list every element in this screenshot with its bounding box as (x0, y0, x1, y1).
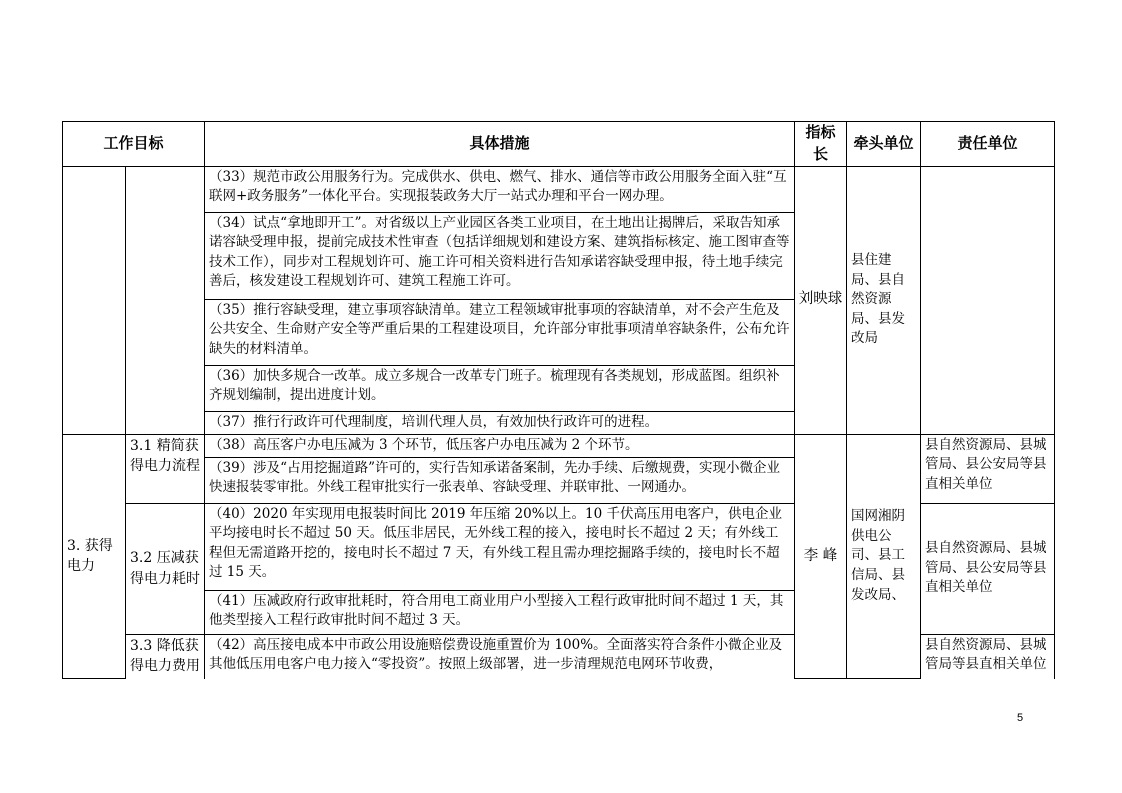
indicator-leader-cell: 李 峰 (795, 434, 847, 679)
measure-item-33: （33）规范市政公用服务行为。完成供水、供电、燃气、排水、通信等市政公用服务全面入驻“互联网+政务服务”一体化平台。实现报装政务大厅一站式办理和平台一网办理。 (205, 166, 795, 212)
measure-item-41: （41）压减政府行政审批耗时，符合用电工商业用户小型接入工程行政审批时间不超过 1 天，其他类型接入工程行政审批时间不超过 3 天。 (205, 590, 795, 634)
goal-cell-electricity: 3. 获得电力 (63, 434, 126, 679)
measure-item-34: （34）试点“拿地即开工”。对省级以上产业园区各类工业项目，在土地出让揭牌后，采取告知承诺容缺受理申报，提前完成技术性审查（包括详细规划和建设方案、建筑指标核定、施工图审查等技术工作），同步对工程规划许可、施工许可相关资料进行告知承诺容缺受理申报，待土地手续完善后，核发建设工程规划许可、建筑工程施工许可。 (205, 212, 795, 299)
subgoal-3-3: 3.3 降低获得电力费用 (126, 634, 205, 679)
table-row (63, 434, 1055, 457)
header-measures: 具体措施 (205, 122, 795, 167)
lead-unit-cell: 国网湘阴供电公司、县工信局、县发改局、 (847, 434, 921, 679)
responsible-unit-3-3: 县自然资源局、县城管局等县直相关单位 (921, 634, 1055, 679)
measure-item-36: （36）加快多规合一改革。成立多规合一改革专门班子。梳理现有各类规划，形成蓝图。组织补齐规划编制，提出进度计划。 (205, 365, 795, 411)
responsible-unit-cell-empty (921, 166, 1055, 434)
measure-item-38: （38）高压客户办电压减为 3 个环节，低压客户办电压减为 2 个环节。 (205, 434, 795, 457)
responsible-unit-3-2: 县自然资源局、县城管局、县公安局等县直相关单位 (921, 503, 1055, 634)
subgoal-3-2: 3.2 压减获得电力耗时 (126, 503, 205, 634)
header-indicator-leader: 指标长 (795, 122, 847, 167)
table-row (63, 166, 1055, 212)
table-header-row (63, 122, 1055, 167)
measure-item-37: （37）推行行政许可代理制度，培训代理人员，有效加快行政许可的进程。 (205, 411, 795, 434)
measure-item-42: （42）高压接电成本中市政公用设施赔偿费设施重置价为 100%。全面落实符合条件小微企业及其他低压用电客户电力接入“零投资”。按照上级部署，进一步清理规范电网环节收费， (205, 634, 795, 679)
work-plan-table (62, 121, 1055, 679)
lead-unit-cell: 县住建局、县自然资源局、县发改局 (847, 166, 921, 434)
subgoal-3-1: 3.1 精简获得电力流程 (126, 434, 205, 503)
measure-item-35: （35）推行容缺受理，建立事项容缺清单。建立工程领域审批事项的容缺清单，对不会产生危及公共安全、生命财产安全等严重后果的工程建设项目，允许部分审批事项清单容缺条件，公布允许缺失的材料清单。 (205, 299, 795, 365)
responsible-unit-3-1: 县自然资源局、县城管局、县公安局等县直相关单位 (921, 434, 1055, 503)
header-responsible-unit: 责任单位 (921, 122, 1055, 167)
measure-item-40: （40）2020 年实现用电报装时间比 2019 年压缩 20%以上。10 千伏高压用电客户，供电企业平均接电时长不超过 50 天。低压非居民，无外线工程的接入，接电时长不超过 2 天；有外线工程但无需道路开挖的，接电时长不超过 7 天，有外线工程且需办理挖掘路手续的，接电时长不超过 15 天。 (205, 503, 795, 590)
measure-item-39: （39）涉及“占用挖掘道路”许可的，实行告知承诺备案制，先办手续、后缴规费，实现小微企业快速报装零审批。外线工程审批实行一张表单、容缺受理、并联审批、一网通办。 (205, 457, 795, 503)
indicator-leader-cell: 刘映球 (795, 166, 847, 434)
goal-cell-empty (63, 166, 126, 434)
page-number: 5 (1017, 712, 1024, 724)
subgoal-cell-empty (126, 166, 205, 434)
header-goal: 工作目标 (63, 122, 205, 167)
header-lead-unit: 牵头单位 (847, 122, 921, 167)
